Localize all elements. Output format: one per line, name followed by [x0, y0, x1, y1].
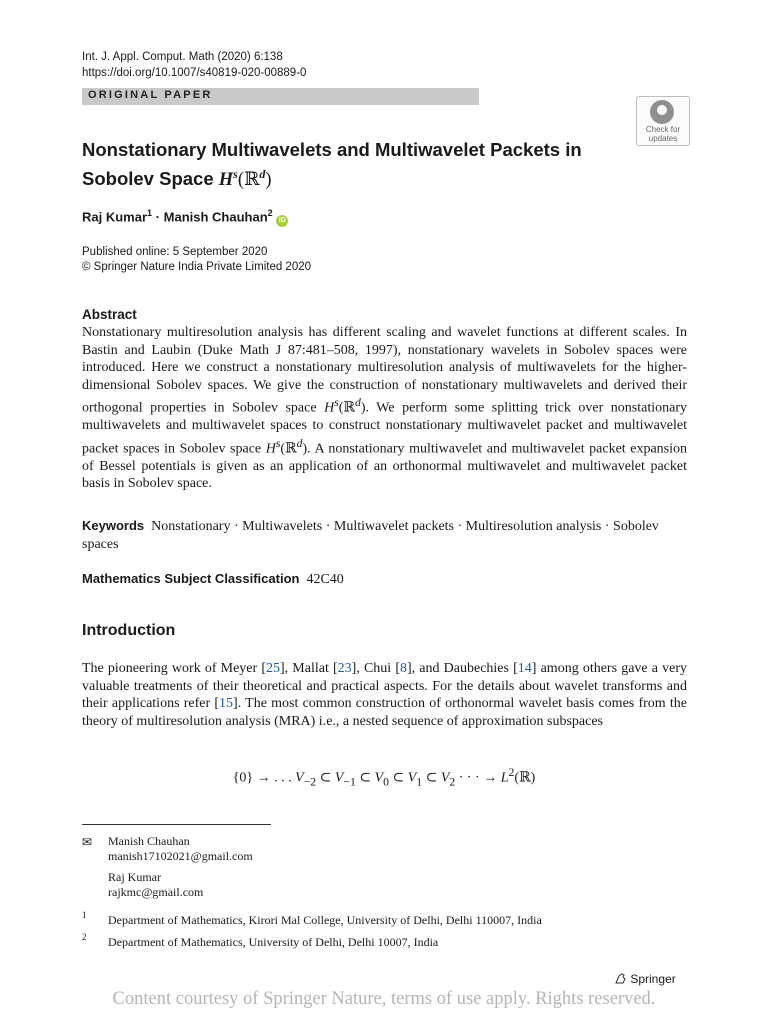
- math-h: H: [324, 400, 335, 416]
- intro-text: ]. The most common construction of orthonormal wavelet basis comes from the theory of multiresolution analysis (MRA) i.e., a nested sequence of approximation subspaces: [82, 696, 687, 729]
- published-date: Published online: 5 September 2020: [82, 246, 268, 258]
- courtesy-watermark: Content courtesy of Springer Nature, terms of use apply. Rights reserved.: [112, 989, 656, 1009]
- citation-link[interactable]: 14: [517, 661, 532, 676]
- title-line-1: Nonstationary Multiwavelets and Multiwavelet Packets in: [82, 139, 582, 160]
- eq-subset: ⊂: [422, 770, 441, 786]
- author-separator: ·: [155, 209, 161, 225]
- eq-v: V: [295, 770, 304, 786]
- contact-name: Raj Kumar: [108, 870, 161, 884]
- display-equation: [0, 766, 768, 788]
- envelope-icon: ✉: [82, 835, 93, 849]
- title-math-paren: (ℝ: [237, 170, 260, 191]
- author-name[interactable]: Manish Chauhan: [163, 209, 268, 225]
- author-affiliation-ref: 1: [147, 208, 153, 218]
- check-updates-icon: [650, 100, 674, 124]
- msc-classification: [82, 571, 344, 588]
- introduction-heading: Introduction: [82, 622, 176, 639]
- abstract-text: We perform some splitting trick over nonstationary multiwavelets and multiwavelet spaces to construct nonstationary multiwavelet packet and multiwavelet packet spaces in Sobolev space: [82, 400, 687, 457]
- title-math-sup: s: [233, 167, 238, 181]
- citation-link[interactable]: 15: [219, 696, 234, 711]
- affiliation-text: Department of Mathematics, Kirori Mal College, University of Delhi, Delhi 110007, India: [108, 913, 542, 927]
- eq-v: V: [334, 770, 344, 786]
- eq-sub: 1: [416, 775, 423, 789]
- intro-text: ], Chui [: [351, 661, 400, 676]
- introduction-body: [82, 660, 687, 730]
- author-affiliation-ref: 2: [267, 208, 273, 218]
- footnote-divider: [82, 824, 271, 825]
- springer-logo: [614, 972, 676, 986]
- intro-text: ], and Daubechies [: [407, 661, 518, 676]
- springer-horse-icon: [614, 972, 627, 985]
- article-type-banner: [82, 88, 479, 105]
- eq-r: (ℝ): [514, 770, 536, 786]
- intro-text: ], Mallat [: [280, 661, 338, 676]
- abstract-text: Nonstationary multiresolution analysis has different scaling and wavelet functions at different scales. In Bastin and Laubin (Duke Math J 87:481–508, 1997), nonstationary wavelets in Sobolev spaces were introduced. Here we construct a nonstationary multiresolution analysis of multiwavelets for the higher-dimensional Sobolev spaces. We give the construction of nonstationary multiwavelets and derived their orthogonal properties in Sobolev space: [82, 325, 687, 416]
- affiliation-text: Department of Mathematics, University of Delhi, Delhi 10007, India: [108, 935, 439, 949]
- msc-label: Mathematics Subject Classification: [82, 571, 300, 586]
- math-d: d: [355, 396, 361, 409]
- author-name[interactable]: Raj Kumar: [82, 209, 148, 225]
- eq-sub: 2: [449, 775, 456, 789]
- intro-text: The pioneering work of Meyer [: [82, 661, 266, 676]
- badge-line-1: Check for: [645, 125, 681, 134]
- contact-email[interactable]: rajkmc@gmail.com: [108, 885, 204, 899]
- eq-part: {0} → . . .: [232, 770, 296, 786]
- journal-doi[interactable]: https://doi.org/10.1007/s40819-020-00889-0: [82, 67, 307, 79]
- math-h: H: [265, 441, 276, 457]
- keywords-text: Nonstationary · Multiwavelets · Multiwavelet packets · Multiresolution analysis · Sobolev spaces: [82, 519, 659, 552]
- paper-title: [82, 138, 642, 192]
- citation-link[interactable]: 25: [266, 661, 280, 676]
- math-close: ).: [302, 441, 311, 457]
- msc-value: 42C40: [306, 572, 344, 587]
- title-math-d: d: [259, 167, 266, 181]
- abstract-heading: Abstract: [82, 307, 137, 322]
- eq-v: V: [407, 770, 417, 786]
- eq-v: V: [374, 770, 384, 786]
- contact-email[interactable]: manish17102021@gmail.com: [108, 849, 253, 863]
- badge-line-2: updates: [648, 134, 678, 143]
- citation-link[interactable]: 8: [400, 661, 407, 676]
- math-close: ).: [360, 400, 370, 416]
- title-line-2: [82, 162, 642, 192]
- publication-info: [82, 245, 311, 275]
- affiliation-number: 1: [82, 910, 87, 920]
- abstract-body: [82, 324, 687, 493]
- eq-l: L: [500, 770, 509, 786]
- article-type-label: ORIGINAL PAPER: [88, 89, 213, 101]
- math-paren: (ℝ: [280, 441, 297, 457]
- title-math-h: H: [218, 170, 234, 191]
- eq-dots: · · · →: [455, 770, 501, 786]
- math-sup: s: [334, 396, 339, 409]
- orcid-icon[interactable]: iD: [276, 215, 288, 227]
- math-paren: (ℝ: [338, 400, 356, 416]
- eq-sub: −1: [343, 775, 356, 789]
- eq-subset: ⊂: [388, 770, 408, 786]
- eq-sup: 2: [508, 766, 515, 779]
- affiliation-number: 2: [82, 932, 87, 942]
- journal-citation: Int. J. Appl. Comput. Math (2020) 6:138: [82, 51, 283, 63]
- math-d: d: [296, 436, 303, 450]
- copyright-line: © Springer Nature India Private Limited 2020: [82, 261, 312, 273]
- keywords-label: Keywords: [82, 518, 145, 533]
- keywords: [82, 517, 687, 554]
- author-list: [82, 208, 288, 227]
- title-text: Sobolev Space: [82, 168, 219, 190]
- contact-name: Manish Chauhan: [108, 834, 190, 848]
- eq-sub: 0: [383, 775, 389, 789]
- eq-subset: ⊂: [355, 770, 375, 786]
- eq-sub: −2: [303, 775, 317, 789]
- journal-header: [82, 49, 306, 81]
- abstract-text: A nonstationary multiwavelet and multiwavelet packet expansion of Bessel potentials is given as an application of an orthonormal multiwavelet and multiwavelet packet basis in Sobolev space.: [82, 441, 687, 492]
- springer-label: Springer: [630, 972, 676, 986]
- title-math-close: ): [265, 170, 272, 191]
- intro-text: ] among others gave a very valuable treatments of their theoretical and practical aspects. For the details about wavelet transforms and their applications refer [: [82, 661, 687, 711]
- citation-link[interactable]: 23: [337, 661, 352, 676]
- math-sup: s: [275, 436, 281, 450]
- eq-v: V: [440, 770, 450, 786]
- check-for-updates-badge[interactable]: [636, 96, 690, 146]
- eq-subset: ⊂: [316, 770, 335, 786]
